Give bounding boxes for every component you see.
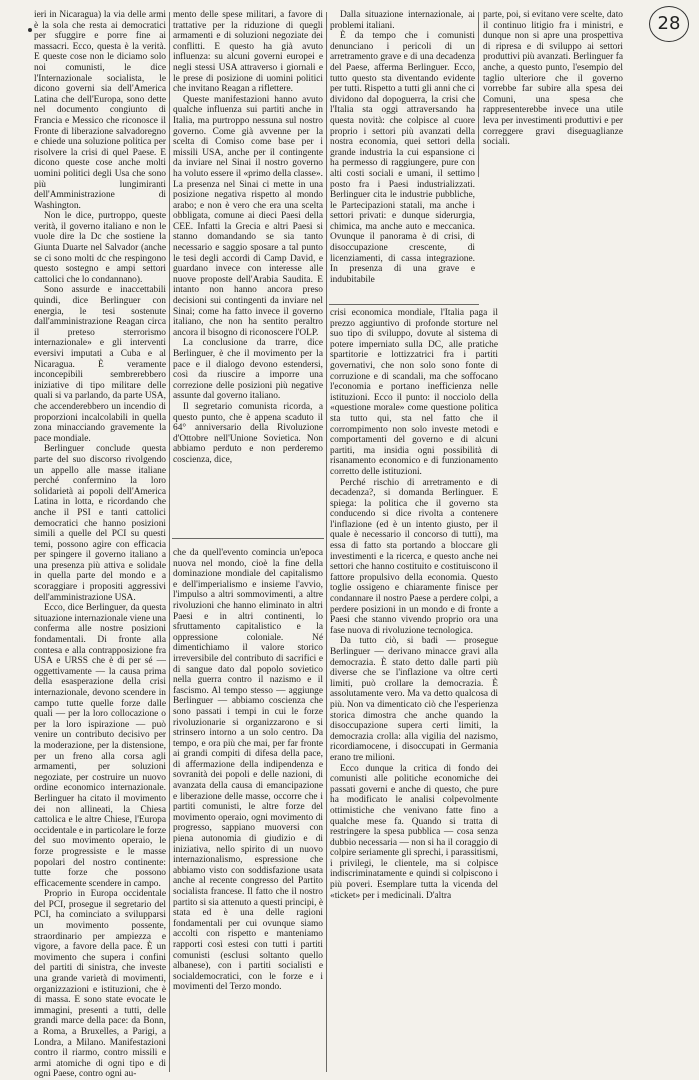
paragraph: ieri in Nicaragua) la via delle armi è la sola che resta ai democratici per sfuggire e porre fine ai massacri. Ecco, questa è la verità. E queste cose non le diciamo solo noi comunisti, le dice l'Internazionale socialista, le dicono governi sia dell'America Latina che dell'Europa, sono dette nel documento congiunto di Francia e Messico che riconosce il Fronte di liberazione salvadoregno e chiede una soluzione politica per risolvere la crisi di quel Paese. E dicono queste cose anche molti uomini politici degli Usa che sono più lungimiranti dell'Amministrazione di Washington.	[34, 10, 166, 211]
column-divider-2	[326, 12, 327, 1072]
margin-mark	[28, 28, 32, 32]
text-column-2-bottom	[173, 548, 323, 1073]
text-column-1	[34, 10, 166, 1080]
paragraph: che da quell'evento comincia un'epoca nuova nel mondo, cioè la fine della dominazione mondiale del capitalismo e dell'imperialismo e insieme l'avvio, l'impulso a altri sommovimenti, a altre rivoluzioni che hanno eliminato in altri Paesi e in altri continenti, lo sfruttamento capitalistico e la oppressione coloniale. Né dimentichiamo il valore storico irreversibile del contributo di sacrifici e di sangue dato dal popolo sovietico nella guerra contro il nazismo e il fascismo. Al tempo stesso — aggiunge Berlinguer — abbiamo coscienza che sono passati i tempi in cui le forze rivoluzionarie si organizzarono e si strinsero intorno a un solo centro. Da tempo, e ora più che mai, per far fronte ai grandi compiti di difesa della pace, di affermazione della indipendenza e sovranità dei popoli e delle nazioni, di avanzata della causa di emancipazione e liberazione delle masse, occorre che i partiti comunisti, le altre forze del movimento operaio, ogni movimento di progresso, sappiano muoversi con piena autonomia di giudizio e di iniziativa, nello spirito di un nuovo internazionalismo, espressione che abbiamo visto con soddisfazione usata anche al recente congresso del Partito socialista francese. Il fatto che il nostro partito si sia attenuto a questi principi, è stata ed è una delle ragioni fondamentali per cui ovunque siamo accolti con rispetto e manteniamo rapporti così estesi con tutti i partiti comunisti (esclusi soltanto quello albanese), con i partiti socialisti e socialdemocratici, con le forze e i movimenti del Terzo mondo.	[173, 548, 323, 993]
paragraph: Il segretario comunista ricorda, a questo punto, che è appena scaduto il 64° anniversario della Rivoluzione d'Ottobre nell'Unione Sovietica. Non abbiamo perduto e non perderemo coscienza, dice,	[173, 401, 323, 465]
paragraph: Dalla situazione internazionale, ai problemi italiani.	[330, 10, 475, 31]
column-divider-3	[478, 12, 479, 177]
section-divider-col2	[172, 538, 324, 539]
text-column-3-bottom	[330, 308, 498, 1073]
paragraph: Da tutto ciò, si badi — prosegue Berlinguer — derivano minacce gravi alla democrazia. È stato detto dalle parti più diverse che se l'inflazione va oltre certi limiti, può crollare la democrazia. È assolutamente vero. Ma va detto qualcosa di più. Non va dimenticato ciò che l'esperienza storica dimostra che anche quando la disoccupazione supera certi limiti, la democrazia crolla: alla vigilia del nazismo, ricordiamocene, i disoccupati in Germania erano tre milioni.	[330, 636, 498, 763]
paragraph: Queste manifestazioni hanno avuto qualche influenza sui partiti anche in Italia, ma purtroppo nessuna sul nostro governo. Come già avvenne per la scelta di Comiso come base per i missili USA, anche per il contingente da inviare nel Sinai il nostro governo ha voluto essere il «primo della classe». La presenza nel Sinai ci mette in una posizione negativa rispetto al mondo arabo; e non è vero che era una scelta obbligata, comune ai dieci Paesi della CEE. Infatti la Grecia e altri Paesi si stanno domandando se sia tanto necessario e saggio sposare a tal punto le tesi degli accordi di Camp David, e guardano invece con interesse alle nuove proposte dell'Arabia Saudita. E intanto non hanno ancora preso decisioni sui contingenti da inviare nel Sinai; come ha fatto invece il governo italiano, che non ha sentito peraltro ancora il bisogno di riconoscere l'OLP.	[173, 94, 323, 338]
paragraph: Perché rischio di arretramento e di decadenza?, si domanda Berlinguer. E spiega: la politica che il governo sta conducendo si dice rivolta a contenere l'inflazione (ed è un intento giusto, per il quale è necessario il concorso di tutti), ma essa di fatto sta portando a bloccare gli investimenti e la ricerca, e questo anche nei settori che hanno costituito e costituiscono il fattore propulsivo della economia. Questo toglie ossigeno e chiaramente finisce per condannare il nostro Paese a perdere colpi, a perdere posizioni in un mondo e di fronte a Paesi che stanno vivendo proprio ora una fase nuova di rivoluzione tecnologica.	[330, 477, 498, 636]
paragraph: La conclusione da trarre, dice Berlinguer, è che il movimento per la pace e il dialogo devono estendersi, così da riuscire a imporre una correzione delle posizioni più negative assunte dal governo italiano.	[173, 338, 323, 402]
paragraph: Non le dice, purtroppo, queste verità, il governo italiano e non le vuole dire la Dc che sostiene la Giunta Duarte nel Salvador (anche se ci sono molti dc che respingono questo sostegno e ampi settori cattolici che lo condannano).	[34, 211, 166, 285]
paragraph: Ecco dunque la critica di fondo dei comunisti alle politiche economiche dei passati governi e anche di questo, che pure ha modificato le analisi colpevolmente ottimistiche che venivano fatte fino a qualche mese fa. Quando si tratta di restringere la spesa pubblica — cosa senza dubbio necessaria — non si ha il coraggio di colpire seriamente gli sprechi, i parassitismi, i privilegi, le clientele, ma si colpisce indiscriminatamente e quindi si colpiscono i più poveri. Esemplare tutta la vicenda del «ticket» per i medicinali. D'altra	[330, 763, 498, 901]
text-column-4	[483, 10, 623, 170]
text-column-3-top	[330, 10, 475, 305]
paragraph: È da tempo che i comunisti denunciano i pericoli di un arretramento grave e di una decadenza del Paese, afferma Berlinguer. Ecco, tutto questo sta diventando evidente per tutti. Rispetto a tutti gli anni che ci dividono dal dopoguerra, la crisi che l'Italia sta oggi attraversando ha questa novità: che colpisce al cuore proprio i settori più avanzati della nostra economia, quei settori della grande industria la cui espansione ci ha permesso di raggiungere, pure con alti costi sociali e umani, il settimo posto fra i Paesi industrializzati. Berlinguer cita le industrie pubbliche, le Partecipazioni statali, ma anche i settori privati: e dunque siderurgia, chimica, ma anche auto e meccanica. Ovunque il panorama è di crisi, di disoccupazione crescente, di licenziamenti, di cassa integrazione. In presenza di una grave e indubitabile	[330, 31, 475, 285]
paragraph: Ecco, dice Berlinguer, da questa situazione internazionale viene una conferma alle nostre posizioni fondamentali. Di fronte alla contesa e alla contrapposizione fra USA e URSS che è di per sé — oggettivamente — la causa prima della esasperazione della crisi internazionale, devono scendere in campo tutte quelle forze dalle quali — per la loro collocazione o per la loro ispirazione — può venire un contributo decisivo per la moderazione, per la distensione, per un freno alla corsa agli armamenti, per soluzioni negoziate, per costruire un nuovo ordine economico internazionale. Berlinguer ha citato il movimento dei non allineati, la Chiesa cattolica e le altre Chiese, l'Europa occidentale e in particolare le forze del suo movimento operaio, le forze progressiste e le masse popolari del nostro continente: tutte forze che possono efficacemente scendere in campo.	[34, 603, 166, 889]
paragraph: crisi economica mondiale, l'Italia paga il prezzo aggiuntivo di profonde storture nel suo tipo di sviluppo, dovute al sistema di potere imperniato sulla DC, alle pratiche spartitorie e lottizzatrici fra i partiti governativi, che non solo sono fonte di corruzione e di scandali, ma che soffocano l'economia e portano inefficienza nelle istituzioni. Ecco il punto: il nocciolo della «questione morale» come questione politica sta tutto qui, sta nel fatto che il corrompimento non solo investe metodi e comportamenti del governo e di alcuni partiti, ma insidia ogni possibilità di risanamento economico e di funzionamento corretto delle istituzioni.	[330, 308, 498, 477]
paragraph: parte, poi, si evitano vere scelte, dato il continuo litigio fra i ministri, e dunque non si apre una prospettiva di ripresa e di sviluppo ai settori produttivi più avanzati. Berlinguer fa anche, a questo punto, l'esempio del taglio ulteriore che il governo vorrebbe far subire alla spesa dei Comuni, una spesa che rappresenterebbe invece una utile leva per investimenti produttivi e per correggere gravi diseguaglianze sociali.	[483, 10, 623, 148]
paragraph: mento delle spese militari, a favore di trattative per la riduzione di quegli armamenti e di soluzioni negoziate dei conflitti. E questo ha già avuto influenza: su alcuni governi europei e negli stessi USA attraverso i giornali e le prese di posizione di uomini politici che invitano Reagan a riflettere.	[173, 10, 323, 95]
text-column-2-top	[173, 10, 323, 530]
column-divider-1	[169, 12, 170, 1072]
paragraph: Sono assurde e inaccettabili quindi, dice Berlinguer con energia, le tesi sostenute dall'amministrazione Reagan circa il preteso sterrorismo internazionale» e gli interventi eversivi imputati a Cuba e al Nicaragua. È veramente inconcepibili sembrerebbero iniziative di tipo militare delle quali si va parlando, da parte USA, che accenderebbero un incendio di proporzioni incalcolabili in quella zona minacciando gravemente la pace mondiale.	[34, 285, 166, 444]
paragraph: Berlinguer conclude questa parte del suo discorso rivolgendo un appello alle masse italiane perché confermino la loro solidarietà ai popoli dell'America Latina in lotta, e ricordando che anche il PSI e tanti cattolici democratici che hanno posizioni simili a quelle del PCI su questi temi, possono agire con efficacia per spingere il governo italiano a una presenza più attiva e solidale in quella parte del mondo e a scoraggiare i propositi aggressivi dell'amministrazione USA.	[34, 444, 166, 603]
page-number: 28	[657, 13, 681, 34]
paragraph: Proprio in Europa occidentale del PCI, prosegue il segretario del PCI, ha cominciato a svilupparsi un movimento possente, straordinario per ampiezza e vigore, a favore della pace. È un movimento che supera i confini del partiti di sinistra, che investe una grande varietà di movimenti, organizzazioni e istituzioni, che è di massa. E sono state evocate le immagini, presenti a tutti, delle grandi marce della pace: da Bonn, a Roma, a Bruxelles, a Parigi, a Londra, a Milano. Manifestazioni contro il riarmo, contro missili e armi atomiche di ogni tipo e di ogni Paese, contro ogni au-	[34, 889, 166, 1080]
